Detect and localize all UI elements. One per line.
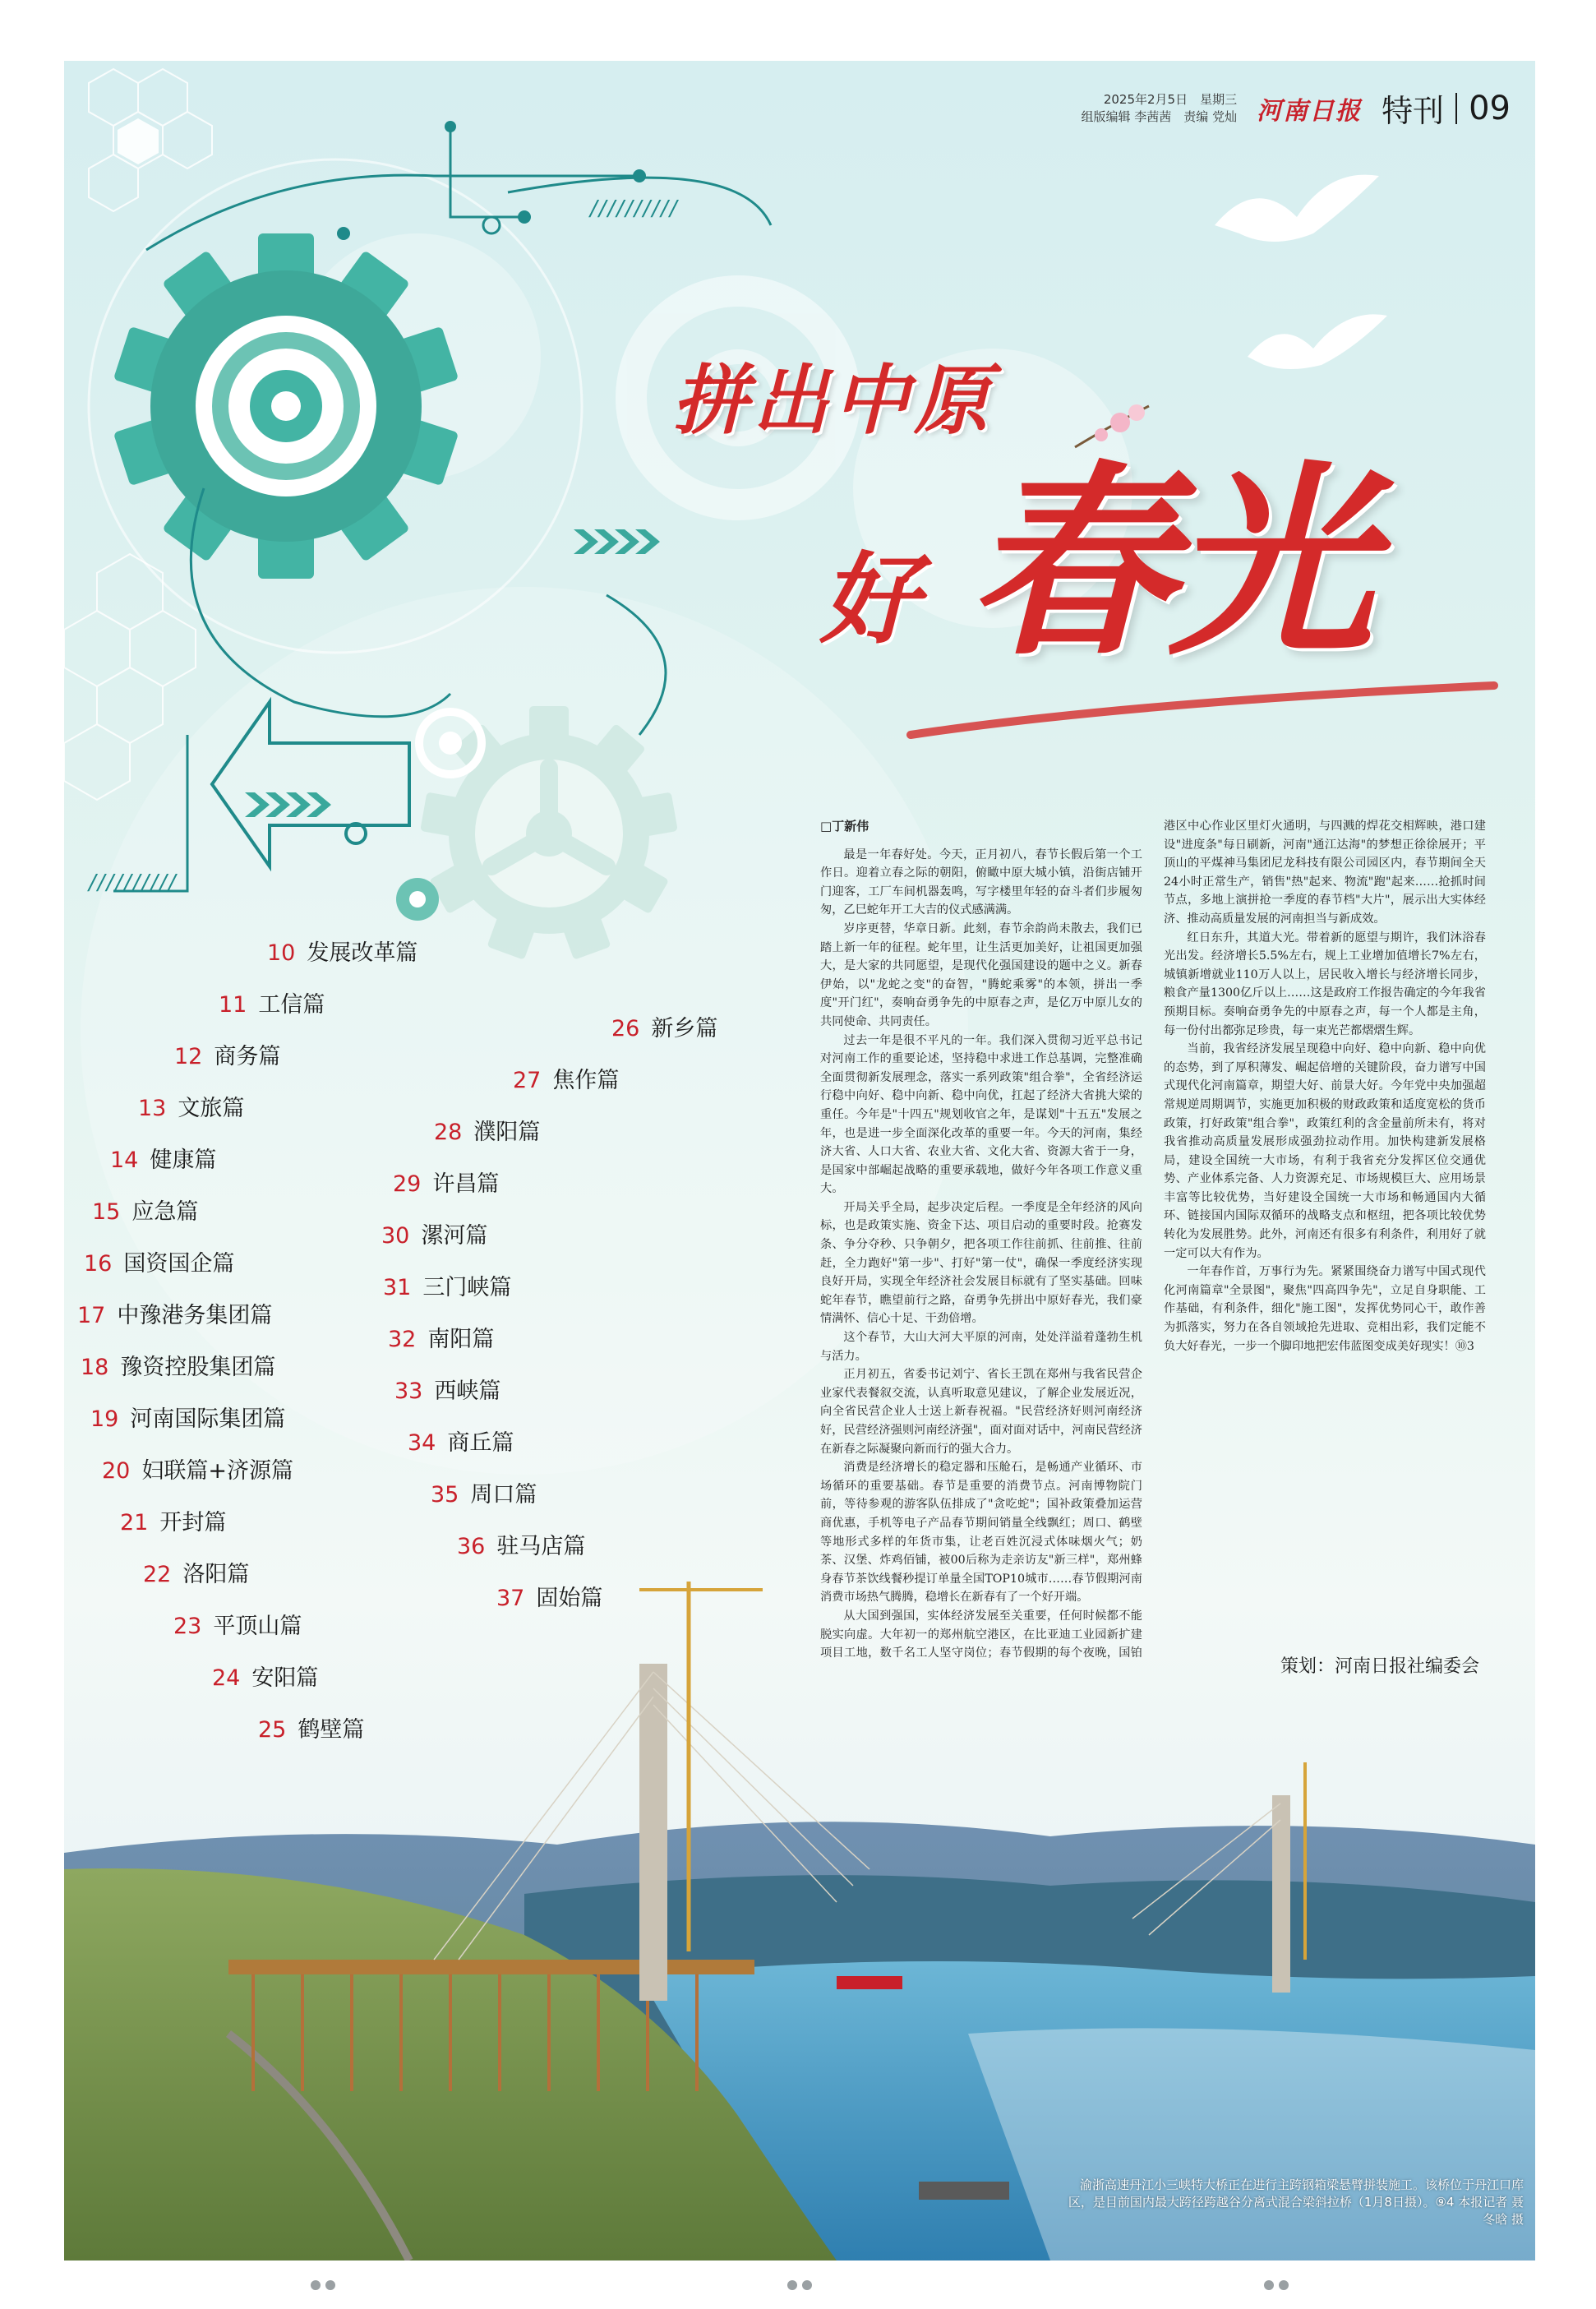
- page-dots-left: [311, 2280, 340, 2290]
- brush-stroke: [911, 686, 1494, 735]
- series-name: 商丘篇: [447, 1430, 514, 1456]
- masthead: [1082, 85, 1511, 131]
- series-item: [143, 1556, 249, 1588]
- series-name: 西峡篇: [434, 1378, 501, 1404]
- series-number: 28: [434, 1120, 463, 1145]
- series-item: [513, 1062, 619, 1094]
- series-item: [173, 1608, 302, 1640]
- series-number: 25: [258, 1717, 287, 1743]
- series-number: 30: [381, 1223, 410, 1249]
- series-item: [258, 1711, 364, 1743]
- series-number: 35: [431, 1482, 459, 1508]
- series-name: 国资国企篇: [123, 1251, 235, 1277]
- series-name: 安阳篇: [251, 1665, 319, 1691]
- series-item: [381, 1217, 487, 1249]
- series-number: 21: [120, 1510, 149, 1535]
- series-number: 16: [84, 1251, 113, 1277]
- masthead-info: [1082, 91, 1238, 126]
- tagline-left: //////////: [89, 870, 178, 895]
- article-paragraph: 岁序更替，华章日新。此刻，春节余韵尚未散去，我们已踏上新一年的征程。蛇年里，让生活更加美好，让祖国更加强大，是大家的共同愿望，是现代化强国建设的题中之义。新春伊始，以"龙蛇之变"的奋智，"腾蛇乘雾"的本领，拼出一季度"开门红"，奏响奋勇争先的中原春之声，是亿万中原儿女的共同使命、共同责任。: [820, 921, 1142, 1028]
- article-paragraph: 消费是经济增长的稳定器和压舱石，是畅通产业循环、市场循环的重要基础。春节是重要的消费节点。河南博物院门前，等待参观的游客队伍排成了"贪吃蛇"；国补政策叠加运营商优惠，手机等电子产品春节期间销量全线飘红；周口、鹤壁等地形式多样的年货市集，让老百姓沉浸式体味烟火气；奶茶、汉堡、炸鸡佰铺，被00后称为走亲访友"新三样"，郑州蜂身春节茶饮线餐秒提订单量全国TOP10城市……春节假期河南消费市场热气腾腾，稳增长在新春有了一个好开端。: [820, 1461, 1142, 1605]
- editors-line: 组版编辑 李茜茜 责编 党灿: [1081, 109, 1238, 124]
- article-paragraph: 红日东升，其道大光。带着新的愿望与期许，我们沐浴春光出发。经济增长5.5%左右，规上工业增加值增长7%左右，城镇新增就业110万人以上，居民收入增长与经济增长同步，粮食产量1300亿斤以上……这是政府工作报告确定的今年我省预期目标。奏响奋勇争先的中原春之声，每一个人都是主角，每一份付出都弥足珍贵，每一束光芒都熠熠生辉。: [1164, 931, 1486, 1037]
- section-name: 特刊: [1382, 93, 1445, 129]
- series-name: 南阳篇: [427, 1327, 495, 1352]
- series-item: [394, 1373, 500, 1405]
- planning-credit: 策划：河南日报社编委会: [1280, 1656, 1480, 1677]
- series-number: 19: [90, 1406, 119, 1432]
- series-item: [102, 1452, 293, 1485]
- series-item: [92, 1194, 198, 1226]
- series-item: [120, 1504, 226, 1536]
- series-name: 工信篇: [258, 992, 325, 1018]
- article-paragraph: 最是一年春好处。今天，正月初八，春节长假后第一个工作日。迎着立春之际的朝阳，俯瞰中原大城小镇，沿街店铺开门迎客，工厂车间机器轰鸣，写字楼里年轻的奋斗者们步履匆匆，乙巳蛇年开工大吉的仪式感满满。: [820, 847, 1142, 917]
- series-number: 14: [110, 1148, 139, 1173]
- series-number: 36: [457, 1534, 486, 1559]
- series-name: 三门峡篇: [422, 1275, 512, 1300]
- page-number: 09: [1469, 89, 1511, 127]
- series-item: [77, 1297, 272, 1329]
- series-number: 17: [77, 1303, 106, 1328]
- series-number: 33: [394, 1378, 423, 1404]
- series-item: [457, 1528, 585, 1560]
- series-name: 许昌篇: [432, 1171, 500, 1197]
- series-name: 妇联篇+济源篇: [141, 1458, 293, 1484]
- paper-logo: 河南日报: [1257, 96, 1363, 126]
- page-dots-right: [1264, 2280, 1294, 2290]
- series-item: [267, 935, 417, 967]
- article-paragraph: 当前，我省经济发展呈现稳中向好、稳中向新、稳中向优的态势，到了厚积薄发、崛起倍增的关键阶段，奋力谱写中国式现代化河南篇章，期望大好、前景大好。今年党中央加强超常规逆周期调节，实施更加积极的财政政策和适度宽松的货币政策，打好政策"组合拳"，政策红利的含金量前所未有，将对我省推动高质量发展形成强劲拉动作用。加快构建新发展格局，建设全国统一大市场，有利于我省充分发挥区位交通优势、产业体系完备、人力资源充足、市场规模巨大、应用场景丰富等比较优势，当好建设全国统一大市场和畅通国内大循环、链接国内国际双循环的战略支点和枢纽，把各项比较优势转化为发展胜势。此外，河南还有很多有利条件，利用好了就一定可以大有作为。: [1164, 1042, 1486, 1260]
- series-item: [434, 1114, 540, 1146]
- series-number: 12: [174, 1044, 203, 1069]
- series-name: 应急篇: [131, 1199, 199, 1225]
- series-name: 驻马店篇: [496, 1534, 586, 1559]
- article-paragraph: 过去一年是很不平凡的一年。我们深入贯彻习近平总书记对河南工作的重要论述，坚持稳中求进工作总基调，完整准确全面贯彻新发展理念，落实一系列政策"组合拳"，全省经济运行稳中向好、稳中向新、稳中向优，扛起了经济大省挑大梁的重任。今年是"十四五"规划收官之年，是谋划"十五五"发展之年，也是进一步全面深化改革的重要一年。今天的河南，集经济大省、人口大省、农业大省、文化大省、资源大省于一身，是国家中部崛起战略的重要承载地，做好今年各项工作意义重大。: [820, 1033, 1142, 1196]
- tagline-top: //////////: [590, 196, 679, 221]
- article-paragraph: 正月初五，省委书记刘宁、省长王凯在郑州与我省民营企业家代表餐叙交流，认真听取意见建议，了解企业发展近况，向全省民营企业人士送上新春祝福。"民营经济好则河南经济好，民营经济强则河南经济强"，面对面对话中，河南民营经济在新春之际凝聚向新而行的强大合力。: [820, 1368, 1142, 1456]
- series-number: 18: [81, 1355, 109, 1380]
- series-number: 29: [393, 1171, 422, 1197]
- series-number: 15: [92, 1199, 121, 1225]
- bridge-tower: [639, 1664, 667, 2001]
- series-name: 开封篇: [159, 1510, 227, 1535]
- series-name: 河南国际集团篇: [130, 1406, 286, 1432]
- series-name: 漯河篇: [421, 1223, 488, 1249]
- series-item: [496, 1580, 602, 1612]
- masthead-divider: [1455, 93, 1457, 124]
- gear-large-icon: [113, 233, 459, 579]
- series-number: 23: [173, 1614, 202, 1639]
- series-name: 文旅篇: [178, 1096, 245, 1121]
- article-paragraph: 这个春节，大山大河大平原的河南，处处洋溢着蓬勃生机与活力。: [820, 1331, 1142, 1363]
- title-line-1: 拼出中原: [672, 356, 995, 445]
- series-number: 26: [611, 1016, 640, 1041]
- series-name: 鹤壁篇: [298, 1717, 365, 1743]
- series-number: 22: [143, 1562, 172, 1587]
- series-item: [84, 1245, 234, 1277]
- title-line-3: 春光: [968, 441, 1369, 683]
- article-byline: □丁新伟: [820, 819, 869, 834]
- series-name: 商务篇: [214, 1044, 281, 1069]
- series-name: 豫资控股集团篇: [120, 1355, 276, 1380]
- photo-caption: 渝浙高速丹江小三峡特大桥正在进行主跨钢箱梁悬臂拼装施工。该桥位于丹江口库区，是目前国内最大跨径跨越谷分离式混合梁斜拉桥（1月8日摄）。⑨4 本报记者 聂冬晗 摄: [1068, 2177, 1524, 2227]
- date-line: 2025年2月5日 星期三: [1103, 91, 1238, 107]
- series-item: [383, 1269, 511, 1301]
- series-item: [212, 1660, 318, 1692]
- article-body: [820, 817, 1486, 1664]
- series-name: 健康篇: [150, 1148, 217, 1173]
- series-number: 13: [138, 1096, 167, 1121]
- series-name: 周口篇: [470, 1482, 537, 1508]
- series-item: [408, 1425, 514, 1457]
- series-item: [138, 1090, 244, 1122]
- series-name: 中豫港务集团篇: [117, 1303, 273, 1328]
- series-item: [219, 986, 325, 1018]
- page-dots-center: [787, 2280, 817, 2290]
- series-number: 34: [408, 1430, 436, 1456]
- series-number: 20: [102, 1458, 131, 1484]
- series-name: 濮阳篇: [473, 1120, 541, 1145]
- series-number: 11: [219, 992, 247, 1018]
- hexagon-solid: [118, 118, 159, 164]
- series-number: 24: [212, 1665, 241, 1691]
- series-name: 发展改革篇: [307, 940, 418, 966]
- series-name: 洛阳篇: [182, 1562, 250, 1587]
- series-item: [90, 1401, 285, 1433]
- series-name: 新乡篇: [651, 1016, 718, 1041]
- series-item: [388, 1321, 494, 1353]
- series-name: 平顶山篇: [213, 1614, 302, 1639]
- gear-tiny-icon: [396, 878, 439, 921]
- series-number: 31: [383, 1275, 412, 1300]
- series-name: 固始篇: [536, 1586, 603, 1611]
- article-paragraph: 从大国到强国，实体经济发展至关重要，任何时候都不能脱实向虚。大年初一的郑州航空港区，在比亚迪工业园新扩建项目工地，数千名工人坚守岗位；春节假期的每个夜晚，国铂港区中心作业区里灯火通明，与四溅的焊花交相辉映，港口建设"进度条"每日刷新，河南"通江达海"的梦想正徐徐展开；平顶山的平煤神马集团尼龙科技有限公司园区内，春节期间全天24小时正常生产，销售"热"起来、物流"跑"起来……抢抓时间节点，多地上演拼抢一季度的春节档"大片"，展示出大实体经济、推动高质量发展的河南担当与新成效。: [820, 820, 1486, 1660]
- series-item: [431, 1476, 537, 1508]
- series-item: [174, 1038, 280, 1070]
- dove-icon: [1215, 175, 1387, 369]
- title-line-2: 好: [820, 542, 919, 658]
- series-item: [110, 1142, 216, 1174]
- newspaper-page: [64, 61, 1535, 2261]
- series-item: [81, 1349, 275, 1381]
- series-item: [611, 1010, 717, 1042]
- series-number: 27: [513, 1068, 542, 1093]
- series-name: 焦作篇: [552, 1068, 620, 1093]
- series-item: [393, 1166, 499, 1198]
- article-paragraph: 一年春作首，万事行为先。紧紧围绕奋力谱写中国式现代化河南篇章"全景图"，聚焦"四高四争先"，立足自身职能、工作基础，有利条件，细化"施工图"，发挥优势同心干，敢作善为抓落实，努力在各自领域抢先进取、竞相出彩，我们定能不负大好春光，一步一个脚印地把宏伟蓝图变成美好现实！⑩3: [1164, 1265, 1486, 1353]
- series-number: 10: [267, 940, 296, 966]
- series-number: 37: [496, 1586, 525, 1611]
- article-paragraph: 开局关乎全局，起步决定后程。一季度是全年经济的风向标，也是政策实施、资金下达、项目启动的重要时段。抢赛发条、争分夺秒、只争朝夕，把各项工作往前抓、往前推、往前赶，全力跑好"第一步"、打好"第一仗"，确保一季度经济实现良好开局，实现全年经济社会发展目标就有了坚实基础。回味蛇年春节，瞧望前行之路，奋勇争先拼出中原好春光，我们豪情满怀、信心十足、干劲倍增。: [820, 1200, 1142, 1326]
- series-number: 32: [388, 1327, 417, 1352]
